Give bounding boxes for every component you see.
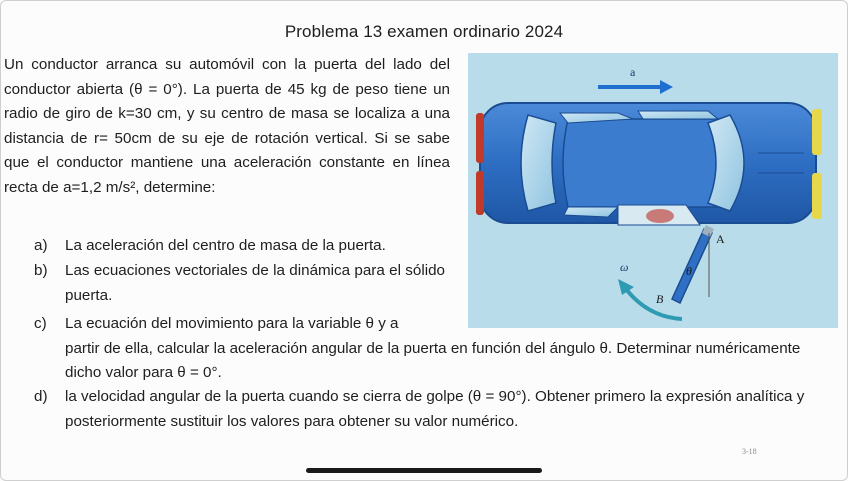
acceleration-arrow-head bbox=[660, 80, 673, 94]
open-door bbox=[672, 229, 712, 303]
question-a-text: La aceleración del centro de masa de la puerta. bbox=[65, 237, 386, 254]
rear-window bbox=[521, 115, 556, 211]
omega-label: ω bbox=[620, 260, 629, 274]
page-title: Problema 13 examen ordinario 2024 bbox=[284, 22, 564, 41]
problem-statement bbox=[4, 53, 450, 201]
question-a-label: a) bbox=[34, 237, 48, 254]
point-B-label: B bbox=[656, 292, 664, 306]
theta-label: θ bbox=[686, 264, 692, 278]
headlight-icon bbox=[812, 109, 822, 155]
question-b-label: b) bbox=[34, 262, 48, 279]
acceleration-label: a bbox=[630, 65, 636, 79]
home-indicator[interactable] bbox=[306, 468, 542, 473]
car-roof bbox=[563, 119, 724, 207]
question-c-text-first-line: La ecuación del movimiento para la variable θ y a bbox=[65, 315, 399, 332]
seat-icon bbox=[646, 209, 674, 223]
question-d-label: d) bbox=[34, 388, 48, 405]
point-A-label: A bbox=[716, 232, 725, 246]
rear-light-icon bbox=[476, 113, 484, 163]
car-illustration bbox=[468, 53, 838, 328]
page-number: 3-18 bbox=[742, 447, 757, 456]
question-c-text-rest: partir de ella, calcular la aceleración angular de la puerta en función del ángulo θ. Determinar numéricamente dicho valor para θ = 0°. bbox=[65, 339, 801, 382]
problem-statement-text: Un conductor arranca su automóvil con la puerta del lado del conductor abierta (θ = 0°). La puerta de 45 kg de peso tiene un radio de giro de k=30 cm, y su centro de masa se localiza a una distancia de r= 50cm de su eje de rotación vertical. Si se sabe que el conductor mantiene una aceleración constante en línea recta de a=1,2 m/s², determine: bbox=[4, 56, 450, 196]
question-b-text: Las ecuaciones vectoriales de la dinámica para el sólido puerta. bbox=[65, 262, 445, 304]
omega-arrow bbox=[626, 289, 682, 319]
question-c-label: c) bbox=[34, 315, 47, 332]
car-door-figure bbox=[468, 53, 838, 328]
question-d-text: la velocidad angular de la puerta cuando se cierra de golpe (θ = 90°). Obtener primero la expresión analítica y posteriormente sustituir los valores para obtener su valor numérico. bbox=[65, 388, 805, 430]
